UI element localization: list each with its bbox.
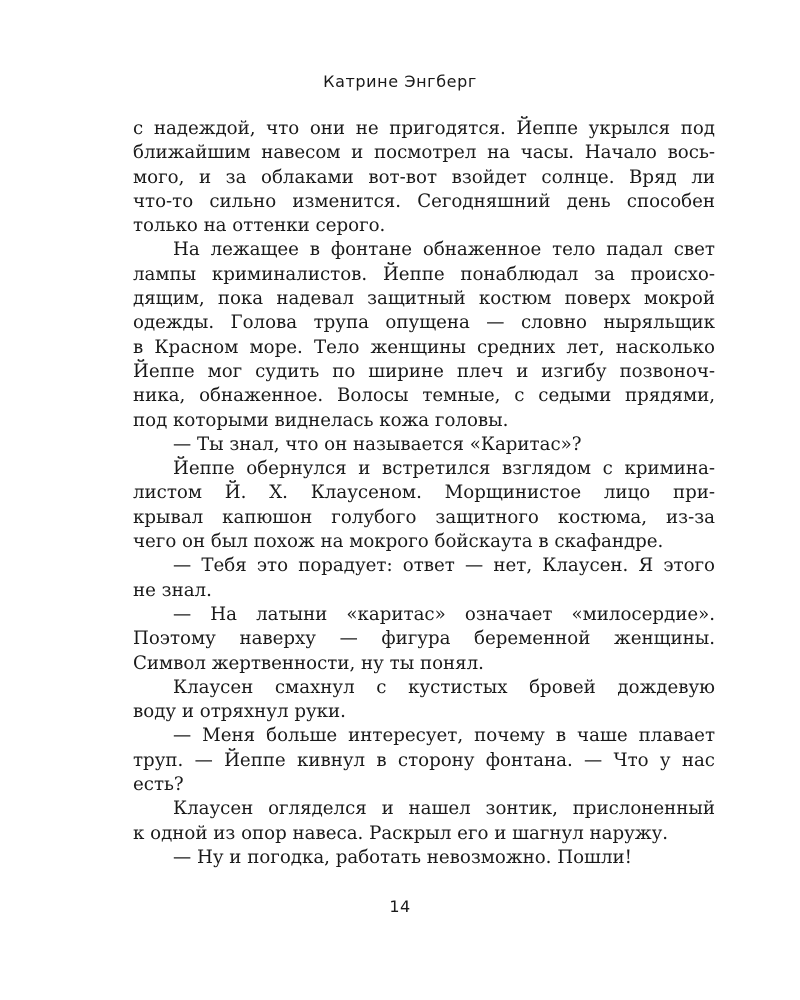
text-line: к одной из опор навеса. Раскрыл его и шагнул наружу. xyxy=(133,822,669,844)
text-line: с надеждой, что они не пригодятся. Йеппе укрылся под xyxy=(133,118,715,139)
text-line: — Тебя это порадует: ответ — нет, Клаусен. Я этого xyxy=(173,555,715,577)
running-header-author: Катрине Энгберг xyxy=(323,72,477,91)
text-line: Символ жертвенности, ну ты понял. xyxy=(133,652,484,674)
text-line: — Ну и погодка, работать невозможно. Пошли! xyxy=(173,846,632,868)
text-line: На лежащее в фонтане обнаженное тело падал свет xyxy=(173,239,715,261)
text-line: воду и отряхнул руки. xyxy=(133,701,346,723)
text-line: труп. — Йеппе кивнул в сторону фонтана. — Что у нас xyxy=(133,749,715,771)
text-line: дящим, пока надевал защитный костюм поверх мокрой xyxy=(133,288,715,310)
page-number: 14 xyxy=(389,897,411,916)
text-line: — Ты знал, что он называется «Каритас»? xyxy=(173,433,582,455)
text-line: не знал. xyxy=(133,579,212,601)
text-line: — Меня больше интересует, почему в чаше плавает xyxy=(173,725,715,747)
text-line: Йеппе мог судить по ширине плеч и изгибу позвоноч- xyxy=(133,360,715,382)
text-line: — На латыни «каритас» означает «милосердие». xyxy=(173,603,715,625)
text-line: чего он был похож на мокрого бойскаута в скафандре. xyxy=(133,531,664,553)
text-line: Клаусен огляделся и нашел зонтик, прислоненный xyxy=(173,798,715,820)
text-line: Поэтому наверху — фигура беременной женщины. xyxy=(133,628,715,650)
text-line: Йеппе обернулся и встретился взглядом с кримина- xyxy=(173,458,715,480)
text-line: ника, обнаженное. Волосы темные, с седыми прядями, xyxy=(133,385,715,407)
text-line: крывал капюшон голубого защитного костюма, из-за xyxy=(133,506,715,528)
text-line: в Красном море. Тело женщины средних лет, насколько xyxy=(133,336,715,358)
body-text xyxy=(133,117,715,870)
text-line: только на оттенки серого. xyxy=(133,215,386,237)
text-line: ближайшим навесом и посмотрел на часы. Начало вось- xyxy=(133,142,715,164)
text-line: лампы криминалистов. Йеппе понаблюдал за происхо- xyxy=(133,263,715,285)
text-line: что-то сильно изменится. Сегодняшний день способен xyxy=(133,190,715,212)
text-line: листом Й. Х. Клаусеном. Морщинистое лицо при- xyxy=(133,482,715,504)
text-line: мого, и за облаками вот-вот взойдет солнце. Вряд ли xyxy=(133,166,715,188)
text-line: под которыми виднелась кожа головы. xyxy=(133,409,509,431)
text-line: одежды. Голова трупа опущена — словно ныряльщик xyxy=(133,312,715,334)
text-line: Клаусен смахнул с кустистых бровей дождевую xyxy=(173,676,715,698)
text-line: есть? xyxy=(133,774,184,796)
